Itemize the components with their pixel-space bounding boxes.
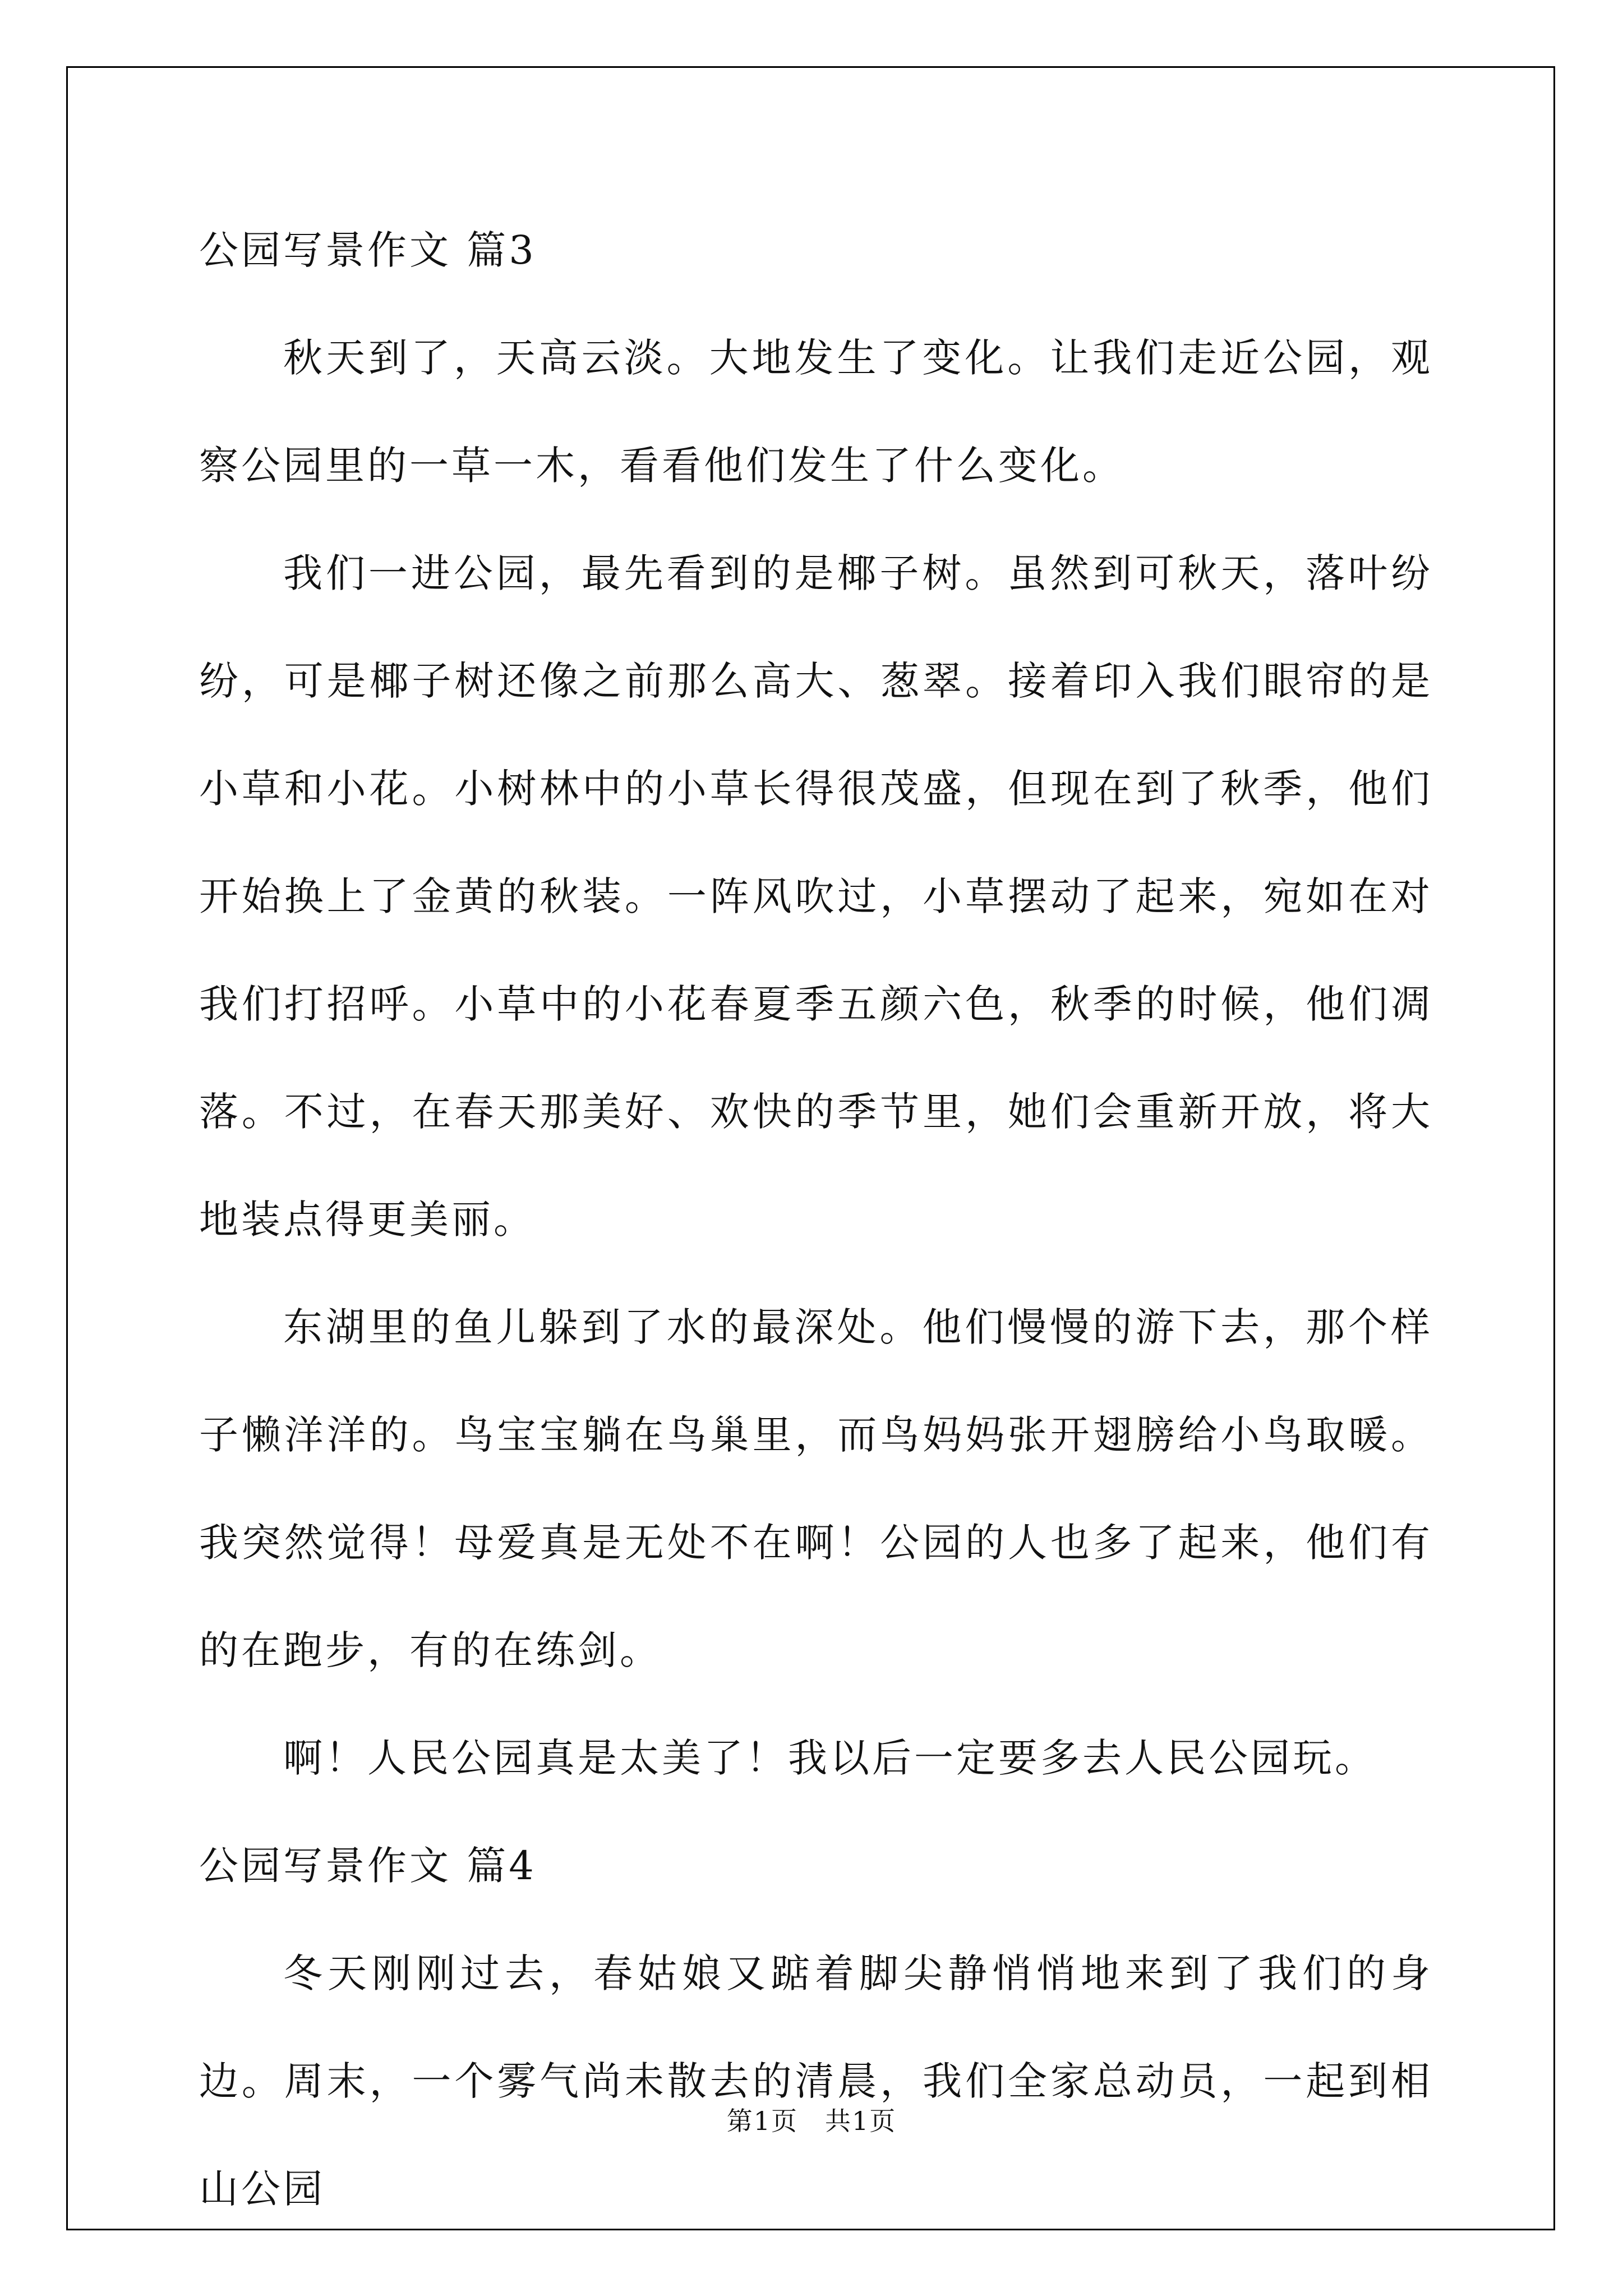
section-heading: 公园写景作文 篇3 [199, 227, 537, 273]
paragraph: 东湖里的鱼儿躲到了水的最深处。他们慢慢的游下去，那个样子懒洋洋的。鸟宝宝躺在鸟巢里，而鸟妈妈张开翅膀给小鸟取暖。我突然觉得！母爱真是无处不在啊！公园的人也多了起来，他们有的在跑步，有的在练剑。 [199, 1304, 1433, 1673]
paragraph: 啊！人民公园真是太美了！我以后一定要多去人民公园玩。 [283, 1735, 1377, 1781]
section-heading: 公园写景作文 篇4 [199, 1843, 537, 1889]
paragraph: 冬天刚刚过去，春姑娘又踮着脚尖静悄悄地来到了我们的身边。周末，一个雾气尚未散去的清晨，我们全家总动员，一起到相山公园 [199, 1950, 1433, 2212]
paragraph: 我们一进公园，最先看到的是椰子树。虽然到可秋天，落叶纷纷，可是椰子树还像之前那么高大、葱翠。接着印入我们眼帘的是小草和小花。小树林中的小草长得很茂盛，但现在到了秋季，他们开始换上了金黄的秋装。一阵风吹过，小草摆动了起来，宛如在对我们打招呼。小草中的小花春夏季五颜六色，秋季的时候，他们凋落。不过，在春天那美好、欢快的季节里，她们会重新开放，将大地装点得更美丽。 [199, 550, 1433, 1243]
page-number: 第1页 共1页 [726, 2106, 897, 2136]
document-body [199, 196, 1433, 2243]
paragraph: 秋天到了，天高云淡。大地发生了变化。让我们走近公园，观察公园里的一草一木，看看他们发生了什么变化。 [199, 335, 1433, 489]
